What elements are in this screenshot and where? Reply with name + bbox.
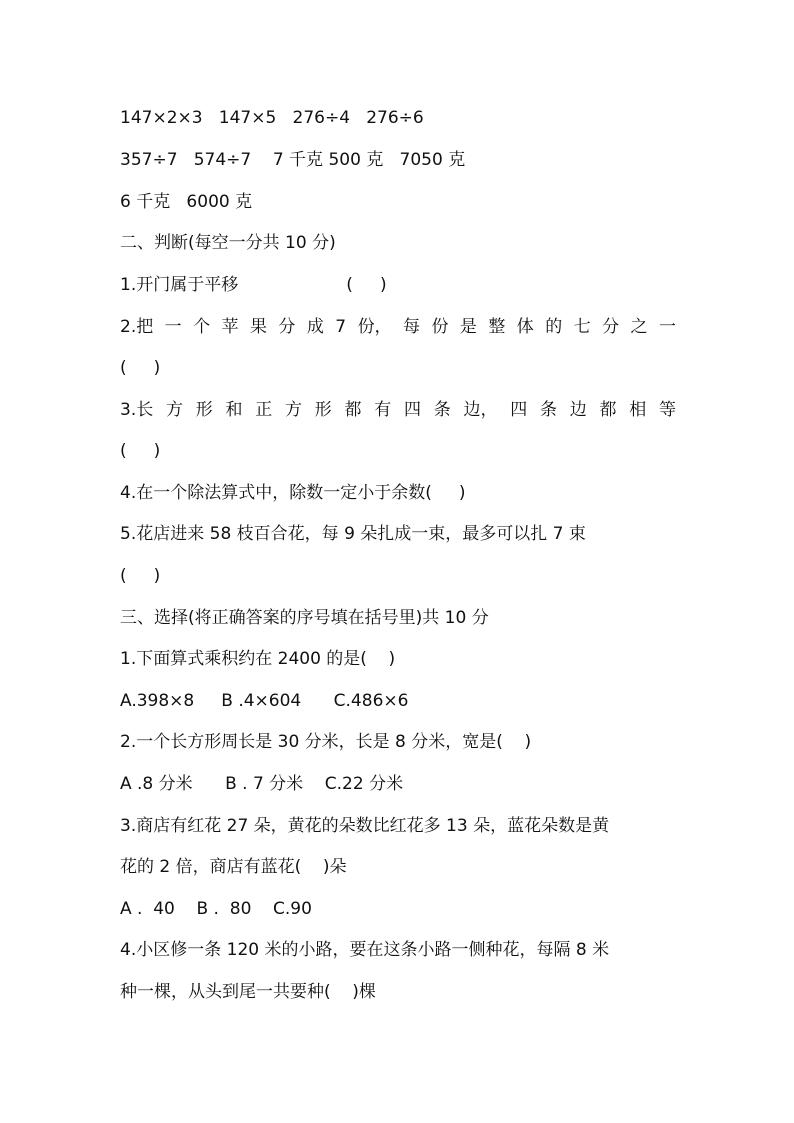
q3-char: 正 [255, 400, 273, 420]
answer-bracket-q3: ( ) [120, 441, 161, 461]
q3-char: 条 [539, 400, 557, 420]
answer-bracket-q2: ( ) [120, 358, 161, 378]
q3-char: 和 [225, 400, 243, 420]
q2-char: 2.把 [120, 317, 154, 337]
q3-char: 方 [165, 400, 183, 420]
q2-char: 整 [488, 317, 506, 337]
q2-char: 一 [164, 317, 182, 337]
choice-options-3: A . 40 B . 80 C.90 [120, 899, 312, 919]
q2-char: 一 [658, 317, 676, 337]
q3-char: 条 [433, 400, 451, 420]
section-heading-choice: 三、选择(将正确答案的序号填在括号里)共 10 分 [120, 608, 489, 628]
judgment-question-1: 1.开门属于平移 ( ) [120, 275, 387, 295]
q2-char: 个 [193, 317, 211, 337]
judgment-question-3 [120, 399, 676, 421]
judgment-question-5: 5.花店进来 58 枝百合花，每 9 朵扎成一束，最多可以扎 7 束 [120, 524, 586, 544]
q3-char: 都 [344, 400, 362, 420]
q2-char: 是 [459, 317, 477, 337]
choice-question-3: 3.商店有红花 27 朵，黄花的朵数比红花多 13 朵，蓝花朵数是黄 [120, 816, 610, 836]
calc-row-3: 6 千克 6000 克 [120, 192, 253, 212]
q3-char: 形 [195, 400, 213, 420]
q3-char: 3.长 [120, 400, 154, 420]
q3-char: 都 [599, 400, 617, 420]
judgment-question-2 [120, 316, 676, 338]
q2-char: 分 [278, 317, 296, 337]
q2-char: 成 [306, 317, 324, 337]
q3-char: 形 [314, 400, 332, 420]
q3-char: 四 [403, 400, 421, 420]
q2-char: 的 [545, 317, 563, 337]
choice-options-2: A .8 分米 B . 7 分米 C.22 分米 [120, 774, 404, 794]
section-heading-judgment: 二、判断(每空一分共 10 分) [120, 233, 336, 253]
q2-char: 7 [335, 317, 347, 337]
q2-char: 之 [630, 317, 648, 337]
q2-char: 分 [602, 317, 620, 337]
q2-char: 果 [249, 317, 267, 337]
q3-char: 四 [510, 400, 528, 420]
calc-row-1: 147×2×3 147×5 276÷4 276÷6 [120, 108, 424, 128]
choice-question-1: 1.下面算式乘积约在 2400 的是( ) [120, 649, 396, 669]
q3-char: 边 [569, 400, 587, 420]
choice-question-4: 4.小区修一条 120 米的小路，要在这条小路一侧种花，每隔 8 米 [120, 940, 610, 960]
q3-char: 边， [463, 400, 498, 420]
choice-question-3-cont: 花的 2 倍，商店有蓝花( )朵 [120, 857, 347, 877]
answer-bracket-q5: ( ) [120, 566, 161, 586]
q3-char: 等 [658, 400, 676, 420]
q3-char: 相 [629, 400, 647, 420]
q2-char: 七 [573, 317, 591, 337]
judgment-question-4: 4.在一个除法算式中，除数一定小于余数( ) [120, 483, 466, 503]
q2-char: 体 [516, 317, 534, 337]
q2-char: 份， [357, 317, 392, 337]
q3-char: 有 [374, 400, 392, 420]
q2-char: 份 [431, 317, 449, 337]
q2-char: 苹 [221, 317, 239, 337]
q3-char: 方 [284, 400, 302, 420]
choice-question-2: 2.一个长方形周长是 30 分米，长是 8 分米，宽是( ) [120, 732, 532, 752]
choice-question-4-cont: 种一棵，从头到尾一共要种( )棵 [120, 982, 376, 1002]
q2-char: 每 [403, 317, 420, 337]
calc-row-2: 357÷7 574÷7 7 千克 500 克 7050 克 [120, 150, 466, 170]
choice-options-1: A.398×8 B .4×604 C.486×6 [120, 691, 409, 711]
